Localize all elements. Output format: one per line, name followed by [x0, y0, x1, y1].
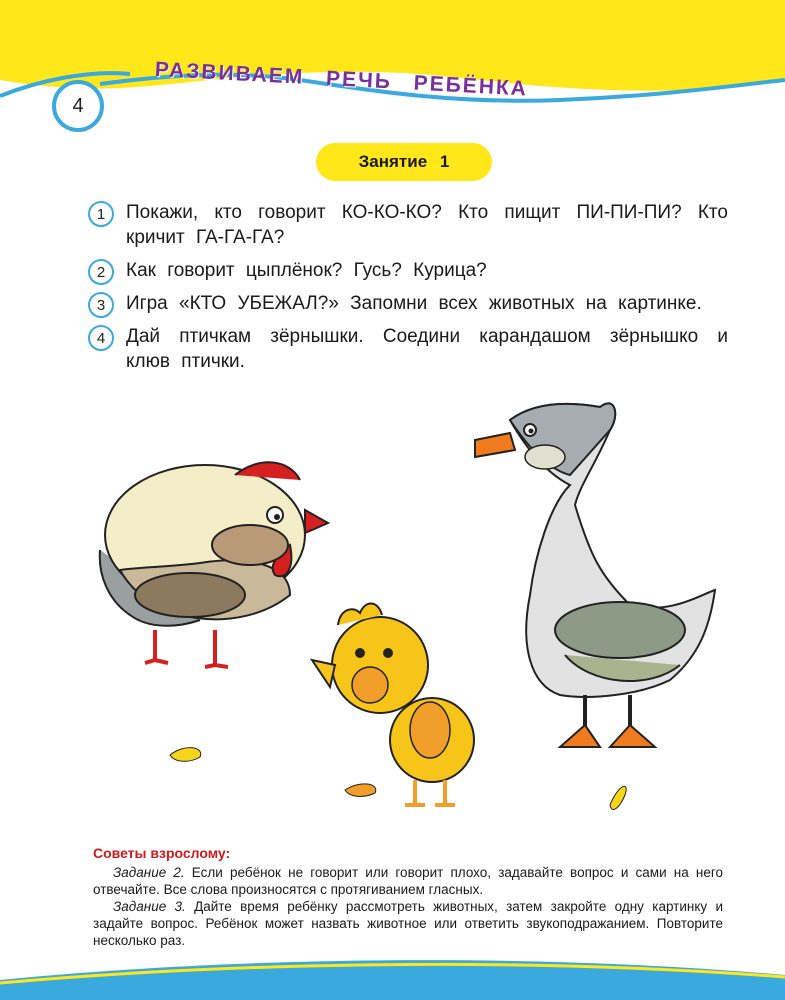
task-text: Как говорит цыплёнок? Гусь? Курица?	[126, 260, 487, 281]
task-text: Покажи, кто говорит КО-КО-КО? Кто пищит ПИ-ПИ-ПИ? Кто кричит ГА-ГА-ГА?	[126, 202, 728, 248]
lesson-title: Занятие 1	[316, 143, 492, 181]
chick-illustration	[312, 603, 474, 805]
footer-wave	[0, 955, 785, 1000]
seed-icon[interactable]	[610, 786, 626, 809]
section-title: РАЗВИВАЕМ РЕЧЬ РЕБЁНКА	[154, 58, 529, 101]
task-text: Дай птичкам зёрнышки. Соедини карандашом зёрнышко и клюв птички.	[126, 326, 728, 372]
goose-illustration	[475, 403, 715, 747]
hen-illustration	[100, 462, 328, 667]
task-number: 4	[88, 325, 114, 351]
advice-label: Задание 3.	[113, 899, 186, 914]
advice-title: Советы взрослому:	[93, 845, 231, 861]
task-item	[88, 200, 728, 250]
birds-illustration	[90, 395, 730, 835]
task-list	[88, 200, 728, 382]
task-item	[88, 291, 728, 316]
advice-text: Если ребёнок не говорит или говорит плохо, задавайте вопрос и сами на него отвечайте. Все слова произносятся с протягиванием гласных.	[93, 865, 723, 897]
seed-icon[interactable]	[170, 748, 201, 762]
adult-advice	[93, 845, 723, 949]
advice-item	[93, 864, 723, 898]
advice-item	[93, 898, 723, 949]
task-number: 3	[88, 292, 114, 318]
page-number: 4	[52, 80, 104, 132]
header-wave	[0, 0, 785, 130]
task-text: Игра «КТО УБЕЖАЛ?» Запомни всех животных на картинке.	[126, 293, 702, 314]
seed-icon[interactable]	[345, 784, 376, 797]
task-item	[88, 258, 728, 283]
advice-text: Дайте время ребёнку рассмотреть животных, затем закройте одну картинку и задайте вопрос. Ребёнок может назвать животное или ответить звукоподражанием. Повторите несколько раз.	[93, 899, 723, 948]
task-number: 1	[88, 201, 114, 227]
task-item	[88, 324, 728, 374]
advice-label: Задание 2.	[113, 865, 185, 880]
task-number: 2	[88, 259, 114, 285]
